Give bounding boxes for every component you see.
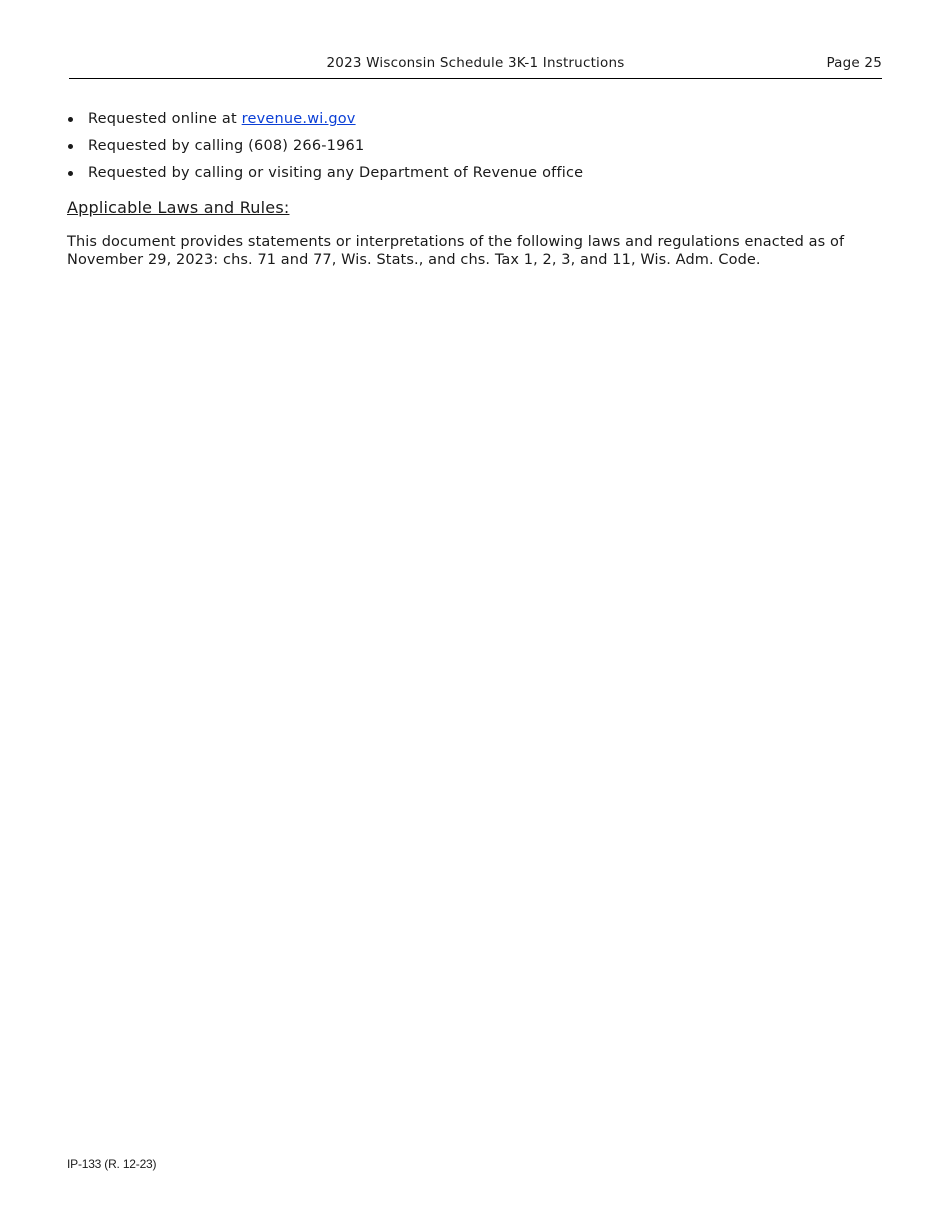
- page-number: Page 25: [826, 55, 882, 71]
- list-item-text: Requested by calling or visiting any Department of Revenue office: [88, 165, 584, 181]
- header-title: 2023 Wisconsin Schedule 3K-1 Instructions: [326, 55, 625, 71]
- list-item: [67, 109, 583, 136]
- list-item-text: Requested online at: [88, 111, 242, 127]
- applicable-laws-paragraph: This document provides statements or interpretations of the following laws and regulations enacted as of November 29, 2023: chs. 71 and 77, Wis. Stats., and chs. Tax 1, 2, 3, and 11, Wis. Adm. Code.: [67, 234, 845, 268]
- form-id-footer: IP-133 (R. 12-23): [67, 1157, 157, 1171]
- revenue-website-link[interactable]: revenue.wi.gov: [241, 111, 356, 127]
- bullet-icon: [68, 144, 73, 149]
- list-item: [67, 163, 583, 190]
- bullet-icon: [68, 117, 73, 122]
- list-item: [67, 136, 583, 163]
- contact-methods-list: [67, 109, 583, 190]
- section-heading: Applicable Laws and Rules:: [67, 198, 290, 217]
- list-item-text: Requested by calling (608) 266-1961: [88, 138, 365, 154]
- bullet-icon: [68, 171, 73, 176]
- page-header: [69, 54, 882, 79]
